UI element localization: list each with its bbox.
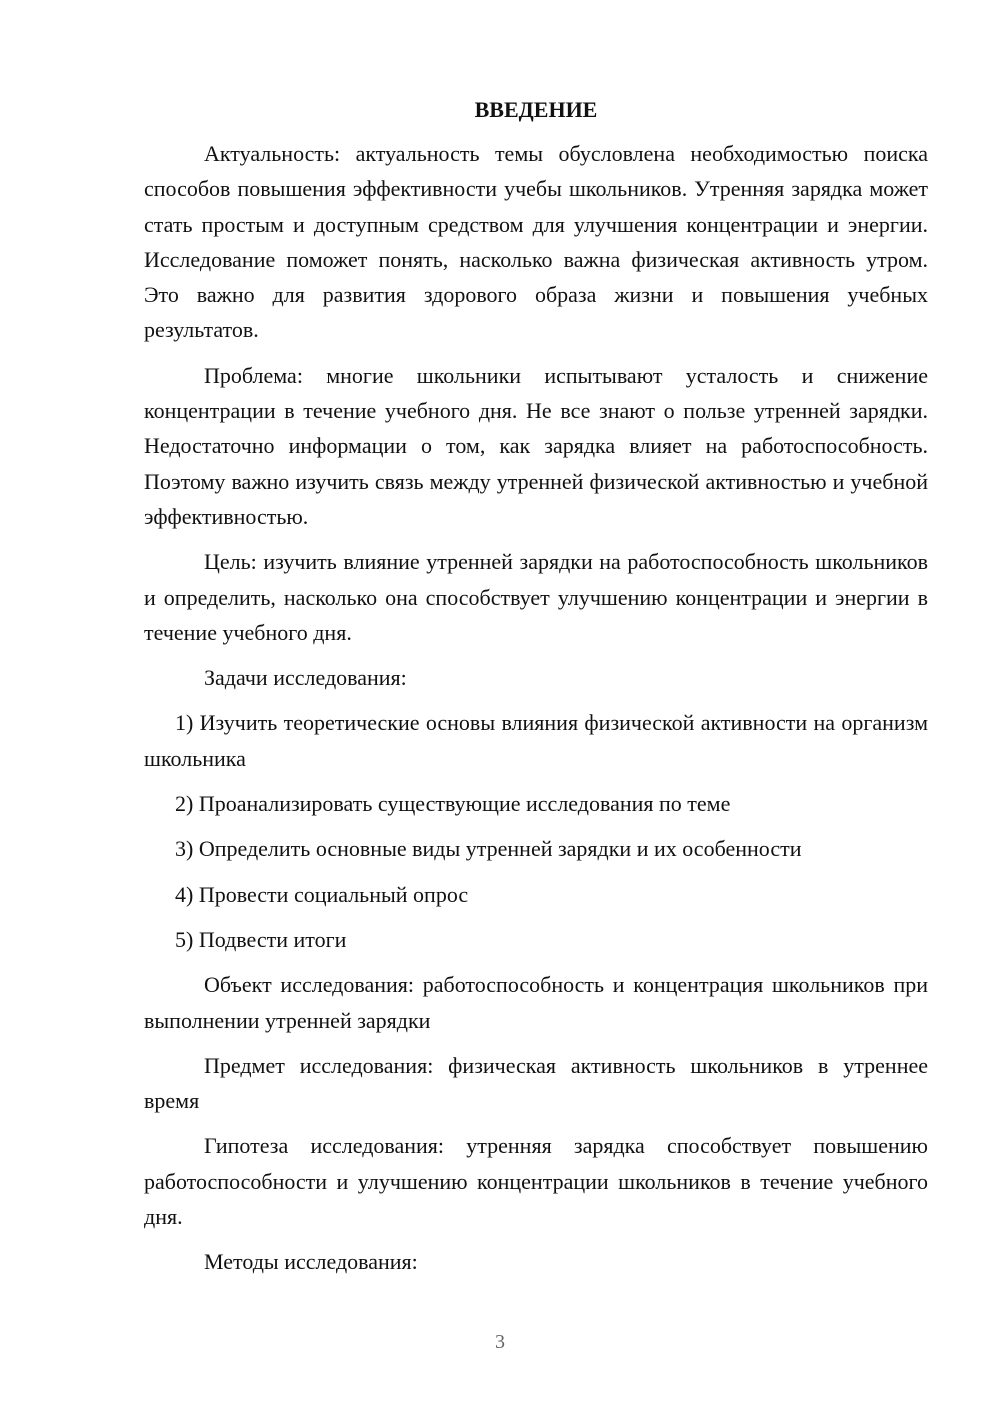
task-item: 2) Проанализировать существующие исследования по теме [175,791,731,817]
paragraph-goal: Цель: изучить влияние утренней зарядки на работоспособность школьников и определить, насколько она способствует улучшению концентрации и энергии в течение учебного дня. [144,549,928,645]
tasks-list [144,705,928,957]
page-content [144,92,928,1290]
paragraph-object: Объект исследования: работоспособность и концентрация школьников при выполнении утренней зарядки [144,972,928,1033]
paragraph-hypothesis: Гипотеза исследования: утренняя зарядка способствует повышению работоспособности и улучшению концентрации школьников в течение учебного дня. [144,1133,928,1230]
task-item: 3) Определить основные виды утренней зарядки и их особенности [175,836,802,862]
task-item: 5) Подвести итоги [175,926,347,952]
methods-heading: Методы исследования: [204,1249,418,1275]
paragraph-relevance: Актуальность: актуальность темы обусловлена необходимостью поиска способов повышения эффективности учебы школьников. Утренняя зарядка может стать простым и доступным средством для улучшения концентрации и энергии. Исследование поможет понять, насколько важна физическая активность утром. Это важно для развития здорового образа жизни и повышения учебных результатов. [144,141,928,343]
paragraph-problem: Проблема: многие школьники испытывают усталость и снижение концентрации в течение учебного дня. Не все знают о пользе утренней зарядки. Недостаточно информации о том, как зарядка влияет на работоспособность. Поэтому важно изучить связь между утренней физической активностью и учебной эффективностью. [144,362,928,529]
task-item: 1) Изучить теоретические основы влияния физической активности на организм школьника [144,710,928,771]
tasks-heading: Задачи исследования: [204,665,407,691]
task-item: 4) Провести социальный опрос [175,881,469,907]
paragraph-subject: Предмет исследования: физическая активность школьников в утреннее время [144,1052,928,1114]
page-number: 3 [495,1331,505,1353]
section-title: ВВЕДЕНИЕ [474,97,598,122]
